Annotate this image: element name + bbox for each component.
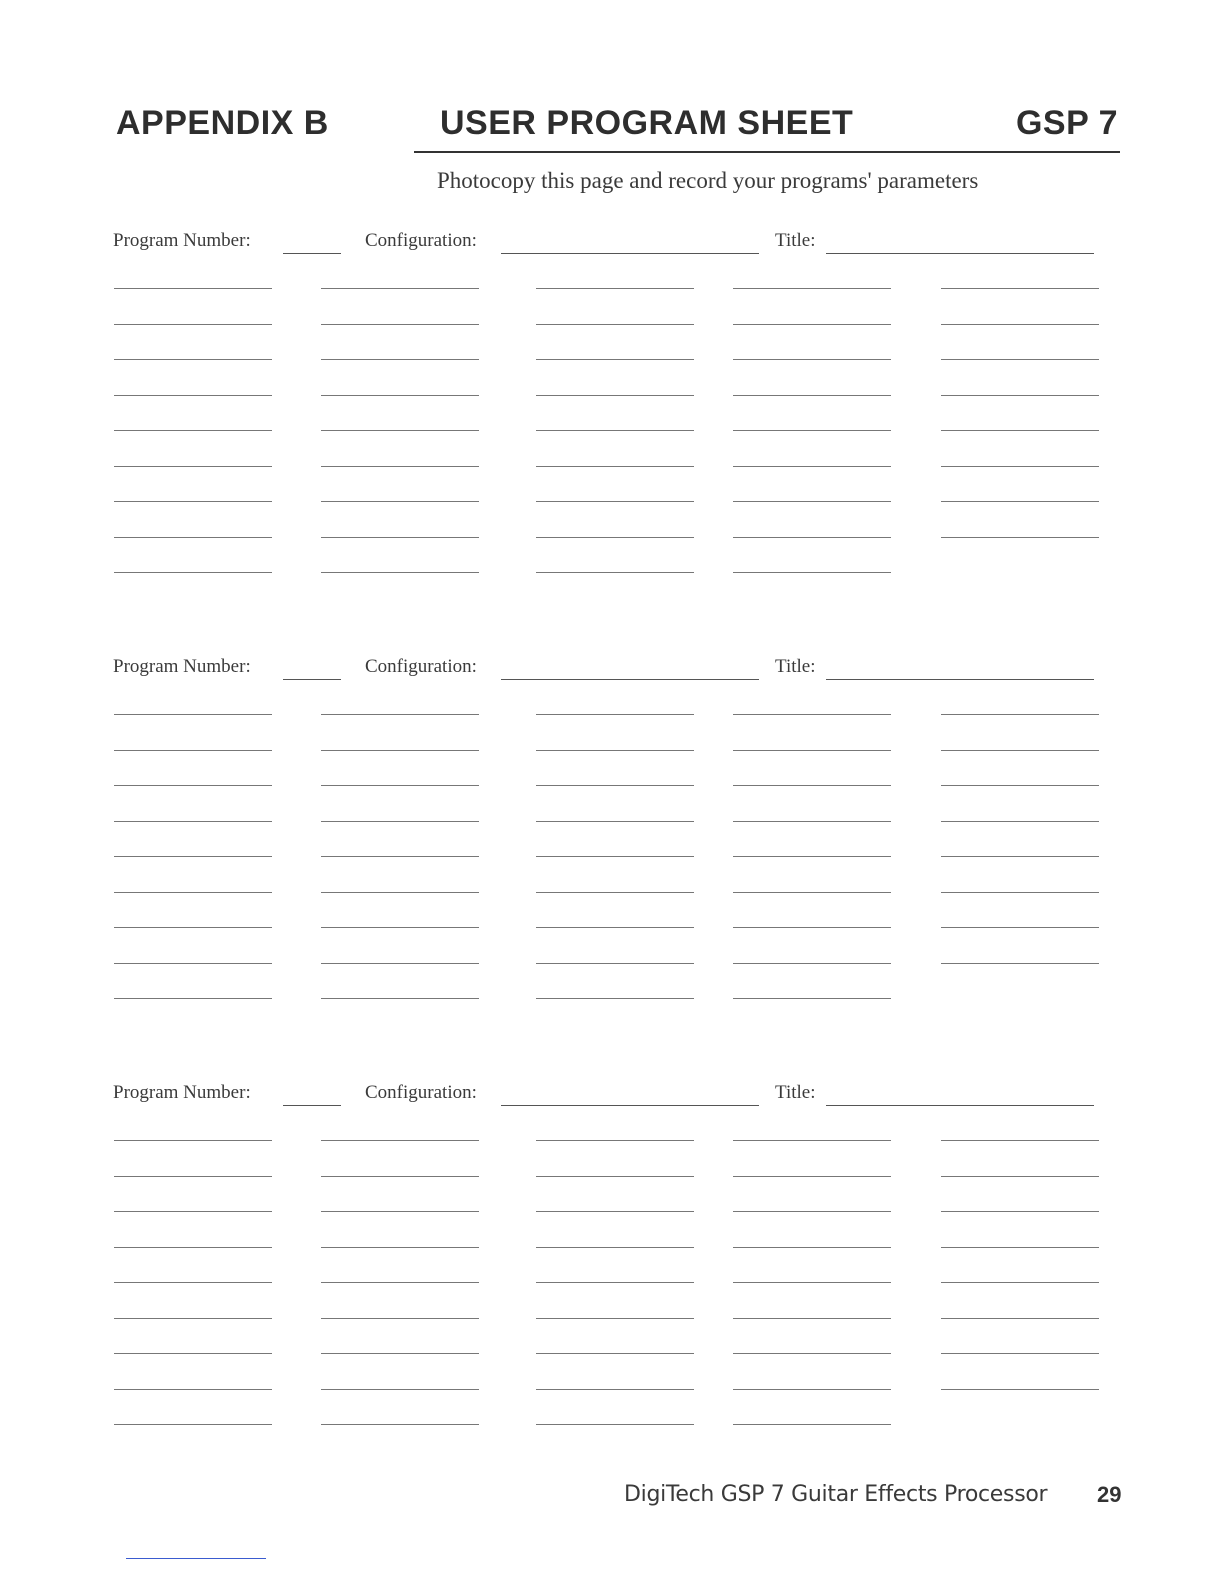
parameter-entry-line[interactable] — [941, 466, 1099, 467]
title-label: Title: — [775, 656, 816, 677]
parameter-entry-line[interactable] — [114, 785, 272, 786]
parameter-entry-line[interactable] — [114, 1318, 272, 1319]
parameter-entry-line[interactable] — [536, 430, 694, 431]
header-product: GSP 7 — [1015, 104, 1118, 142]
parameter-entry-line[interactable] — [941, 288, 1099, 289]
parameter-entry-line[interactable] — [733, 1176, 891, 1177]
parameter-entry-line[interactable] — [536, 1389, 694, 1390]
parameter-entry-line[interactable] — [733, 714, 891, 715]
parameter-entry-line[interactable] — [536, 537, 694, 538]
parameter-entry-line[interactable] — [114, 1424, 272, 1425]
parameter-entry-line[interactable] — [536, 1353, 694, 1354]
program-number-label: Program Number: — [113, 230, 251, 251]
parameter-entry-line[interactable] — [114, 856, 272, 857]
parameter-entry-line[interactable] — [733, 430, 891, 431]
parameter-entry-line[interactable] — [536, 466, 694, 467]
parameter-entry-line[interactable] — [114, 963, 272, 964]
parameter-entry-line[interactable] — [733, 785, 891, 786]
parameter-entry-line[interactable] — [321, 359, 479, 360]
parameter-entry-line[interactable] — [114, 998, 272, 999]
parameter-entry-line[interactable] — [733, 1211, 891, 1212]
parameter-entry-line[interactable] — [114, 1176, 272, 1177]
parameter-entry-line[interactable] — [114, 324, 272, 325]
parameter-entry-line[interactable] — [941, 324, 1099, 325]
parameter-entry-line[interactable] — [733, 1389, 891, 1390]
parameter-entry-line[interactable] — [733, 998, 891, 999]
title-field[interactable] — [826, 1105, 1094, 1106]
parameter-entry-line[interactable] — [941, 714, 1099, 715]
parameter-entry-line[interactable] — [321, 1318, 479, 1319]
parameter-entry-line[interactable] — [536, 324, 694, 325]
parameter-entry-line[interactable] — [321, 430, 479, 431]
parameter-entry-line[interactable] — [114, 821, 272, 822]
parameter-entry-line[interactable] — [536, 1318, 694, 1319]
parameter-entry-line[interactable] — [536, 963, 694, 964]
parameter-entry-line[interactable] — [733, 537, 891, 538]
parameter-entry-line[interactable] — [941, 537, 1099, 538]
parameter-entry-line[interactable] — [114, 359, 272, 360]
parameter-entry-line[interactable] — [321, 892, 479, 893]
parameter-entry-line[interactable] — [941, 963, 1099, 964]
parameter-entry-line[interactable] — [733, 501, 891, 502]
parameter-entry-line[interactable] — [536, 821, 694, 822]
title-field[interactable] — [826, 679, 1094, 680]
parameter-entry-line[interactable] — [733, 324, 891, 325]
program-number-label: Program Number: — [113, 1082, 251, 1103]
configuration-field[interactable] — [501, 253, 759, 254]
parameter-entry-line[interactable] — [321, 324, 479, 325]
parameter-entry-line[interactable] — [733, 466, 891, 467]
parameter-entry-line[interactable] — [941, 1389, 1099, 1390]
header-appendix: APPENDIX B — [116, 104, 329, 142]
program-number-field[interactable] — [283, 1105, 341, 1106]
parameter-entry-line[interactable] — [321, 537, 479, 538]
parameter-entry-line[interactable] — [114, 1353, 272, 1354]
parameter-entry-line[interactable] — [733, 750, 891, 751]
parameter-entry-line[interactable] — [114, 892, 272, 893]
bottom-mark — [126, 1558, 266, 1559]
parameter-entry-line[interactable] — [321, 785, 479, 786]
parameter-entry-line[interactable] — [941, 359, 1099, 360]
parameter-entry-line[interactable] — [536, 395, 694, 396]
parameter-entry-line[interactable] — [536, 1211, 694, 1212]
parameter-entry-line[interactable] — [536, 785, 694, 786]
parameter-entry-line[interactable] — [536, 927, 694, 928]
parameter-entry-line[interactable] — [114, 1211, 272, 1212]
parameter-entry-line[interactable] — [114, 1282, 272, 1283]
parameter-entry-line[interactable] — [536, 1140, 694, 1141]
parameter-entry-line[interactable] — [941, 501, 1099, 502]
parameter-entry-line[interactable] — [733, 927, 891, 928]
parameter-entry-line[interactable] — [941, 1211, 1099, 1212]
configuration-label: Configuration: — [365, 656, 477, 677]
parameter-entry-line[interactable] — [941, 1247, 1099, 1248]
parameter-entry-line[interactable] — [941, 821, 1099, 822]
parameter-entry-line[interactable] — [321, 1389, 479, 1390]
parameter-entry-line[interactable] — [321, 714, 479, 715]
parameter-entry-line[interactable] — [941, 1140, 1099, 1141]
parameter-entry-line[interactable] — [733, 1247, 891, 1248]
parameter-entry-line[interactable] — [536, 892, 694, 893]
program-number-field[interactable] — [283, 679, 341, 680]
parameter-entry-line[interactable] — [536, 1282, 694, 1283]
parameter-entry-line[interactable] — [321, 856, 479, 857]
parameter-entry-line[interactable] — [114, 501, 272, 502]
parameter-entry-line[interactable] — [321, 395, 479, 396]
parameter-entry-line[interactable] — [321, 1353, 479, 1354]
parameter-entry-line[interactable] — [733, 856, 891, 857]
title-label: Title: — [775, 230, 816, 251]
parameter-entry-line[interactable] — [321, 466, 479, 467]
parameter-entry-line[interactable] — [321, 1211, 479, 1212]
parameter-entry-line[interactable] — [941, 750, 1099, 751]
configuration-label: Configuration: — [365, 1082, 477, 1103]
parameter-entry-line[interactable] — [733, 821, 891, 822]
parameter-entry-line[interactable] — [941, 785, 1099, 786]
title-field[interactable] — [826, 253, 1094, 254]
parameter-entry-line[interactable] — [114, 466, 272, 467]
parameter-entry-line[interactable] — [536, 501, 694, 502]
parameter-entry-line[interactable] — [733, 572, 891, 573]
configuration-field[interactable] — [501, 679, 759, 680]
parameter-entry-line[interactable] — [941, 1282, 1099, 1283]
header-rule — [414, 151, 1120, 153]
parameter-entry-line[interactable] — [114, 1247, 272, 1248]
parameter-entry-line[interactable] — [114, 750, 272, 751]
parameter-entry-line[interactable] — [114, 1140, 272, 1141]
parameter-entry-line[interactable] — [733, 963, 891, 964]
parameter-entry-line[interactable] — [321, 288, 479, 289]
parameter-entry-line[interactable] — [941, 1176, 1099, 1177]
parameter-entry-line[interactable] — [536, 998, 694, 999]
parameter-entry-line[interactable] — [733, 1353, 891, 1354]
parameter-entry-line[interactable] — [321, 750, 479, 751]
parameter-entry-line[interactable] — [941, 430, 1099, 431]
parameter-entry-line[interactable] — [321, 963, 479, 964]
parameter-entry-line[interactable] — [733, 395, 891, 396]
parameter-entry-line[interactable] — [114, 537, 272, 538]
subtitle: Photocopy this page and record your programs' parameters — [437, 168, 979, 193]
parameter-entry-line[interactable] — [536, 1176, 694, 1177]
configuration-field[interactable] — [501, 1105, 759, 1106]
parameter-entry-line[interactable] — [536, 1247, 694, 1248]
parameter-entry-line[interactable] — [114, 430, 272, 431]
parameter-entry-line[interactable] — [321, 1176, 479, 1177]
parameter-entry-line[interactable] — [536, 288, 694, 289]
parameter-entry-line[interactable] — [941, 1353, 1099, 1354]
parameter-entry-line[interactable] — [941, 395, 1099, 396]
parameter-entry-line[interactable] — [536, 1424, 694, 1425]
parameter-entry-line[interactable] — [321, 1424, 479, 1425]
configuration-label: Configuration: — [365, 230, 477, 251]
parameter-entry-line[interactable] — [733, 892, 891, 893]
parameter-entry-line[interactable] — [941, 927, 1099, 928]
parameter-entry-line[interactable] — [941, 856, 1099, 857]
parameter-entry-line[interactable] — [536, 856, 694, 857]
parameter-entry-line[interactable] — [321, 821, 479, 822]
parameter-entry-line[interactable] — [941, 892, 1099, 893]
parameter-entry-line[interactable] — [941, 1318, 1099, 1319]
parameter-entry-line[interactable] — [114, 1389, 272, 1390]
parameter-entry-line[interactable] — [114, 927, 272, 928]
parameter-entry-line[interactable] — [114, 572, 272, 573]
title-label: Title: — [775, 1082, 816, 1103]
parameter-entry-line[interactable] — [114, 714, 272, 715]
page-number: 29 — [1097, 1482, 1122, 1507]
program-number-label: Program Number: — [113, 656, 251, 677]
parameter-entry-line[interactable] — [321, 998, 479, 999]
parameter-entry-line[interactable] — [114, 395, 272, 396]
parameter-entry-line[interactable] — [321, 1282, 479, 1283]
parameter-entry-line[interactable] — [321, 572, 479, 573]
parameter-entry-line[interactable] — [321, 1140, 479, 1141]
parameter-entry-line[interactable] — [536, 714, 694, 715]
parameter-entry-line[interactable] — [733, 288, 891, 289]
parameter-entry-line[interactable] — [733, 1424, 891, 1425]
parameter-entry-line[interactable] — [536, 359, 694, 360]
program-number-field[interactable] — [283, 253, 341, 254]
parameter-entry-line[interactable] — [733, 359, 891, 360]
parameter-entry-line[interactable] — [733, 1282, 891, 1283]
parameter-entry-line[interactable] — [536, 750, 694, 751]
parameter-entry-line[interactable] — [733, 1318, 891, 1319]
parameter-entry-line[interactable] — [321, 501, 479, 502]
parameter-entry-line[interactable] — [733, 1140, 891, 1141]
header-title: USER PROGRAM SHEET — [440, 104, 854, 142]
parameter-entry-line[interactable] — [114, 288, 272, 289]
footer-text: DigiTech GSP 7 Guitar Effects Processor — [624, 1482, 1048, 1507]
parameter-entry-line[interactable] — [321, 1247, 479, 1248]
parameter-entry-line[interactable] — [321, 927, 479, 928]
parameter-entry-line[interactable] — [536, 572, 694, 573]
